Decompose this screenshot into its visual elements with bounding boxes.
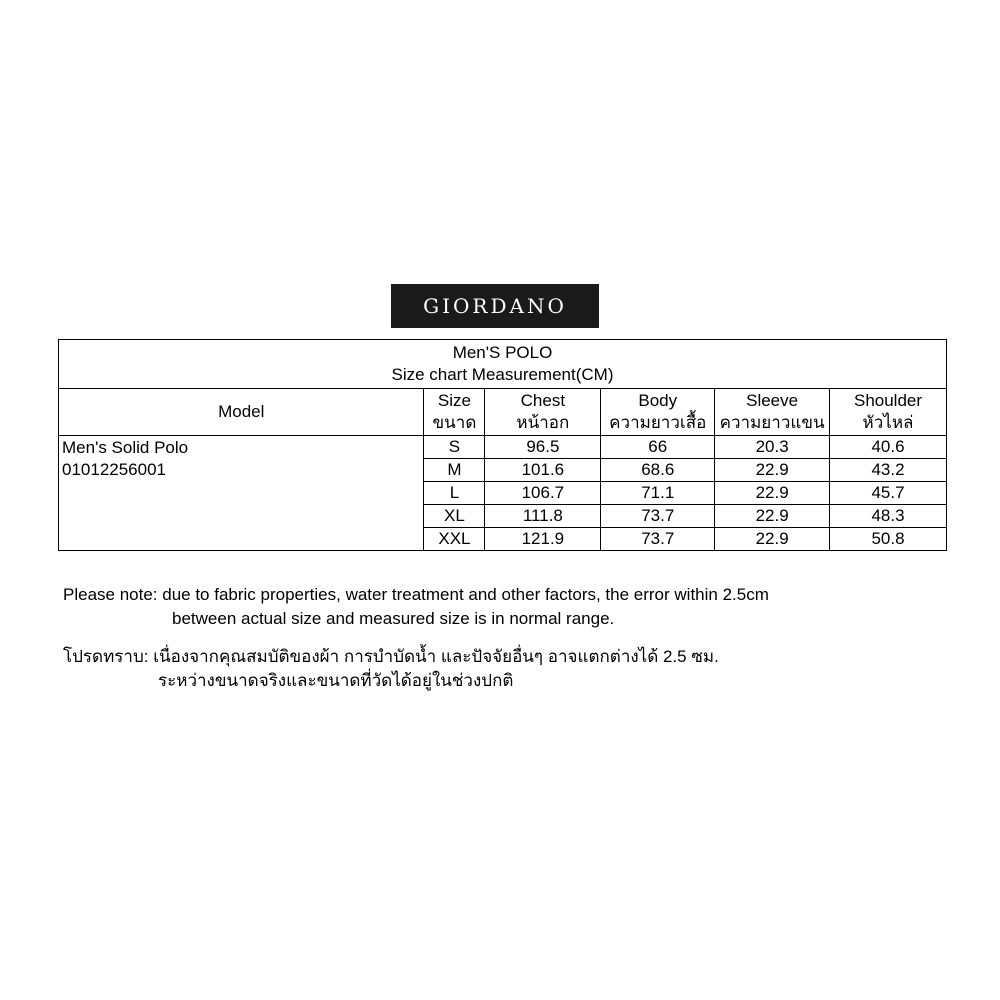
cell-shoulder: 40.6 (830, 436, 947, 459)
cell-chest: 101.6 (485, 459, 601, 482)
cell-shoulder: 43.2 (830, 459, 947, 482)
note-english-line2: between actual size and measured size is in normal range. (172, 609, 615, 628)
header-model: Model (59, 389, 424, 436)
cell-chest: 106.7 (485, 482, 601, 505)
cell-shoulder: 45.7 (830, 482, 947, 505)
model-cell (59, 436, 424, 551)
header-chest: Chest หน้าอก (485, 389, 601, 436)
header-size: Size ขนาด (424, 389, 485, 436)
cell-body: 73.7 (601, 505, 715, 528)
table-title-subtitle: Size chart Measurement(CM) (391, 365, 614, 384)
cell-sleeve: 22.9 (715, 505, 830, 528)
cell-sleeve: 22.9 (715, 528, 830, 551)
note-thai-line2: ระหว่างขนาดจริงและขนาดที่วัดได้อยู่ในช่วงปกติ (158, 671, 514, 690)
header-sleeve: Sleeve ความยาวแขน (715, 389, 830, 436)
cell-body: 68.6 (601, 459, 715, 482)
note-english-label: Please note: (63, 585, 158, 604)
cell-size: S (424, 436, 485, 459)
note-english-line1: due to fabric properties, water treatment and other factors, the error within 2.5cm (162, 585, 769, 604)
table-title (59, 340, 947, 389)
size-chart-table (58, 339, 947, 551)
header-shoulder: Shoulder หัวไหล่ (830, 389, 947, 436)
cell-sleeve: 20.3 (715, 436, 830, 459)
cell-chest: 111.8 (485, 505, 601, 528)
cell-shoulder: 50.8 (830, 528, 947, 551)
cell-sleeve: 22.9 (715, 459, 830, 482)
cell-size: L (424, 482, 485, 505)
note-english (63, 583, 769, 631)
cell-chest: 121.9 (485, 528, 601, 551)
note-thai (63, 645, 719, 693)
cell-body: 73.7 (601, 528, 715, 551)
cell-size: XXL (424, 528, 485, 551)
cell-size: M (424, 459, 485, 482)
note-thai-label: โปรดทราบ: (63, 647, 149, 666)
model-name: Men's Solid Polo (62, 438, 189, 457)
cell-shoulder: 48.3 (830, 505, 947, 528)
table-row (59, 436, 947, 459)
note-thai-line1: เนื่องจากคุณสมบัติของผ้า การบำบัดน้ำ และปัจจัยอื่นๆ อาจแตกต่างได้ 2.5 ซม. (153, 647, 719, 666)
cell-sleeve: 22.9 (715, 482, 830, 505)
cell-size: XL (424, 505, 485, 528)
table-title-product: Men'S POLO (452, 343, 553, 362)
cell-body: 71.1 (601, 482, 715, 505)
cell-chest: 96.5 (485, 436, 601, 459)
giordano-logo: GIORDANO (391, 284, 599, 328)
cell-body: 66 (601, 436, 715, 459)
model-code: 01012256001 (62, 460, 167, 479)
header-body: Body ความยาวเสื้อ (601, 389, 715, 436)
